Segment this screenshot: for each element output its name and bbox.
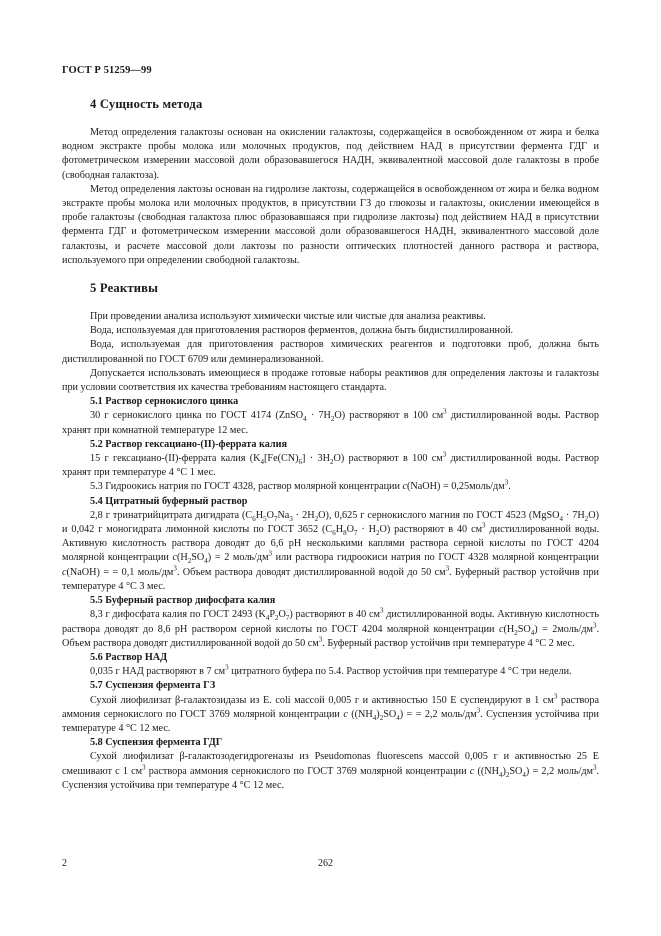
sheet-number: 262 <box>318 858 333 869</box>
section-5-paragraph-1: При проведении анализа используют химически чистые или чистые для анализа реактивы. <box>90 311 486 323</box>
page-number: 2 <box>62 858 67 869</box>
section-5-title: 5 Реактивы <box>90 281 159 296</box>
subsection-5-1-title: 5.1 Раствор сернокислого цинка <box>90 396 239 408</box>
subsection-5-5-title: 5.5 Буферный раствор дифосфата калия <box>90 595 276 607</box>
subsection-5-2-text: 15 г гексациано-(II)-феррата калия $(K_4[Fe(CN)_6] \cdot 3H_2O)$ растворяют в 100 $см^3$ дистиллированной воды. Раствор хранят при температуре 4 °С 1 мес. <box>62 450 599 479</box>
document-body <box>62 96 599 793</box>
subsection-5-4-text: 2,8 г тринатрийцитрата дигидрата $(C_6H_5O_7Na_3 \cdot 2H_2O)$, 0,625 г сернокислого магния по ГОСТ 4523 (MgSO$_4$ · $7H_2O$) и 0,042 г моногидрата лимонной кислоты по ГОСТ 3652 $(C_6H_8O_7 \cdot H_2O)$ растворяют в 40 $см^3$ дистиллированной воды. Активную кислотность раствора доводят до 6,6 pH несколькими каплями раствора серной кислоты по ГОСТ 4204 молярной концентрации $c(H_2SO_4) = 2$ моль/$дм^3$ или раствора гидроокиси натрия по ГОСТ 4328 молярной концентрации c(NaOH) = = 0,1 моль/$дм^3$. Объем раствора доводят дистиллированной водой до 50 $см^3$. Буферный раствор устойчив при температуре 4 °С 3 мес. <box>62 509 600 592</box>
subsection-5-6-title: 5.6 Раствор НАД <box>90 651 168 663</box>
subsection-5-1-text: 30 г сернокислого цинка по ГОСТ 4174 (ZnSO$_4$ · $7H_2O$) растворяют в 100 $см^3$ дистиллированной воды. Раствор хранят при комнатной температуре 12 мес. <box>62 408 599 436</box>
section-4-paragraph-2: Метод определения лактозы основан на гидролизе лактозы, содержащейся в освобожденном от жира и белка водном экстракте пробы молока или молочных продуктов, в присутствии ГЗ до глюкозы и галактозы, окислении имеющейся в пробе галактозы (свободная галактоза плюс образовавшаяся при гидролизе лактозы) под действием НАД в присутствии фермента ГДГ и фотометрическом измерении массовой доли образовавшегося НАДН, эквивалентного массовой доле галактозы, и расчете массовой доли лактозы по разности оптических плотностей данного раствора и раствора, используемого при определении свободной галактозы. <box>62 183 599 266</box>
subsection-5-5-text: 8,3 г дифосфата калия по ГОСТ 2493 $(K_4P_2O_7)$ растворяют в 40 $см^3$ дистиллированной воды. Активную кислотность раствора доводят до 8,6 pH раствором серной кислоты по ГОСТ 4204 молярной концентрации $c(H_2SO_4)$ = $2моль/дм^3$. Объем раствора доводят дистиллированной водой до 50 $см^3$. Буферный раствор устойчив при температуре 4 °С 2 мес. <box>62 606 599 649</box>
subsection-5-7-title: 5.7 Суспензия фермента ГЗ <box>90 680 216 692</box>
section-5-paragraph-2: Вода, используемая для приготовления растворов ферментов, должна быть бидистиллированной. <box>90 325 514 337</box>
section-5-paragraph-3: Вода, используемая для приготовления растворов химических реагентов и подготовки проб, должна быть дистиллированной по ГОСТ 6709 или деминерализованной. <box>62 339 599 365</box>
section-4-title: 4 Сущность метода <box>90 97 203 111</box>
section-4-paragraph-1: Метод определения галактозы основан на окислении галактозы, содержащейся в освобожденном от жира и белка водном экстракте пробы молока или молочных продуктов, под действием НАД в присутствии фермента ГДГ и фотометрическом измерении массовой доли образовавшегося НАДН, эквивалентной массовой доле галактозы в пробе (свободная галактоза). <box>62 127 599 181</box>
subsection-5-7-text: Сухой лиофилизат β-галактозидазы из E. coli массой 0,005 г и активностью 150 Е суспендируют в 1 $см^3$ раствора аммония сернокислого по ГОСТ 3769 молярной концентрации c $((NH_4)_2SO_4)$ = = 2,2 моль/$дм^3$. Суспензия устойчива при температуре 4 °С 12 мес. <box>62 692 599 734</box>
section-5-paragraph-4: Допускается использовать имеющиеся в продаже готовые наборы реактивов для определения лактозы и галактозы при условии соответствия их качества требованиям настоящего стандарта. <box>62 367 599 394</box>
subsection-5-3-text: 5.3 Гидроокись натрия по ГОСТ 4328, раствор молярной концентрации c(NaOH) = $0,25моль/дм^3$. <box>90 479 511 493</box>
subsection-5-8-title: 5.8 Суспензия фермента ГДГ <box>90 737 223 749</box>
subsection-5-2-title: 5.2 Раствор гексациано-(II)-феррата калия <box>90 438 288 450</box>
subsection-5-4-title: 5.4 Цитратный буферный раствор <box>90 495 248 507</box>
document-header: ГОСТ Р 51259—99 <box>62 65 152 76</box>
subsection-5-6-text: 0,035 г НАД растворяют в 7 $см^3$ цитратного буфера по 5.4. Раствор устойчив при температуре 4 °С три недели. <box>90 663 572 678</box>
subsection-5-8-text: Сухой лиофилизат β-галактозодегидрогеназы из Pseudomonas fluorescens массой 0,005 г и активностью 25 Е смешивают с 1 $см^3$ раствора аммония сернокислого по ГОСТ 3769 молярной концентрации c $((NH_4)_2SO_4) = 2,2$ моль/$дм^3$. Суспензия устойчива при температуре 4 °С 12 мес. <box>62 751 600 791</box>
